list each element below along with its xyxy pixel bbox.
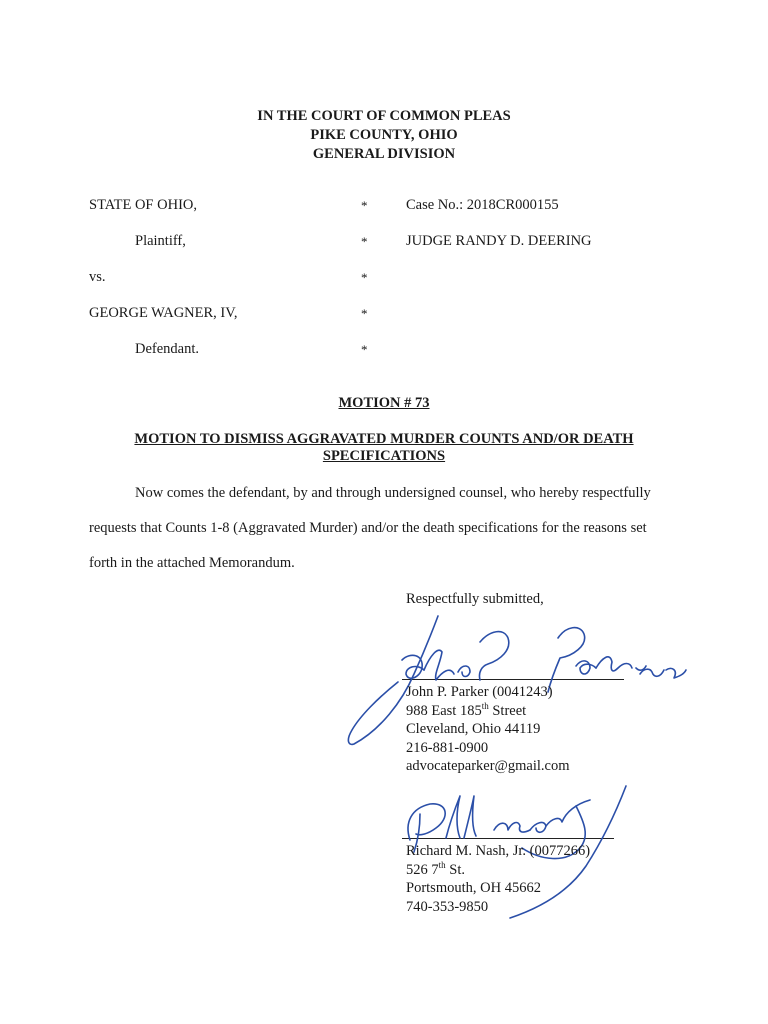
- counsel-1-street: 988 East 185th Street: [406, 700, 527, 719]
- caption-separator: *: [361, 270, 368, 285]
- counsel-2-street: 526 7th St.: [406, 859, 465, 878]
- motion-title-line-2: SPECIFICATIONS: [322, 448, 446, 464]
- case-number: Case No.: 2018CR000155: [406, 197, 559, 213]
- court-county: PIKE COUNTY, OHIO: [310, 127, 458, 143]
- plaintiff-role: Plaintiff,: [135, 233, 186, 249]
- motion-title-line-1: MOTION TO DISMISS AGGRAVATED MURDER COUNTS AND/OR DEATH: [134, 431, 634, 447]
- caption-separator: *: [361, 306, 368, 321]
- plaintiff-name: STATE OF OHIO,: [89, 197, 197, 213]
- motion-body-line-3: forth in the attached Memorandum.: [89, 555, 295, 571]
- caption-separator: *: [361, 198, 368, 213]
- counsel-1-phone: 216-881-0900: [406, 739, 489, 756]
- counsel-1-name: John P. Parker (0041243): [406, 684, 553, 700]
- counsel-2-phone: 740-353-9850: [406, 898, 489, 915]
- counsel-2-block: [406, 842, 590, 916]
- closing-text: Respectfully submitted,: [406, 591, 544, 607]
- judge-name: JUDGE RANDY D. DEERING: [406, 233, 592, 249]
- motion-body-line-2: requests that Counts 1-8 (Aggravated Murder) and/or the death specifications for the reasons set: [89, 520, 647, 536]
- versus-label: vs.: [89, 269, 106, 285]
- defendant-role: Defendant.: [135, 341, 200, 357]
- court-division: GENERAL DIVISION: [312, 146, 456, 162]
- defendant-name: GEORGE WAGNER, IV,: [89, 305, 238, 321]
- court-heading: [0, 107, 768, 164]
- counsel-1-city: Cleveland, Ohio 44119: [406, 721, 541, 737]
- caption-separator: *: [361, 342, 368, 357]
- counsel-1-block: [406, 683, 570, 776]
- counsel-2-city: Portsmouth, OH 45662: [406, 880, 541, 896]
- motion-body-line-1: Now comes the defendant, by and through undersigned counsel, who hereby respectfully: [135, 485, 651, 501]
- court-name: IN THE COURT OF COMMON PLEAS: [257, 108, 511, 124]
- counsel-2-name: Richard M. Nash, Jr. (0077266): [406, 843, 591, 859]
- counsel-1-email: advocateparker@gmail.com: [406, 758, 570, 774]
- caption-separator: *: [361, 234, 368, 249]
- motion-number: MOTION # 73: [338, 395, 430, 411]
